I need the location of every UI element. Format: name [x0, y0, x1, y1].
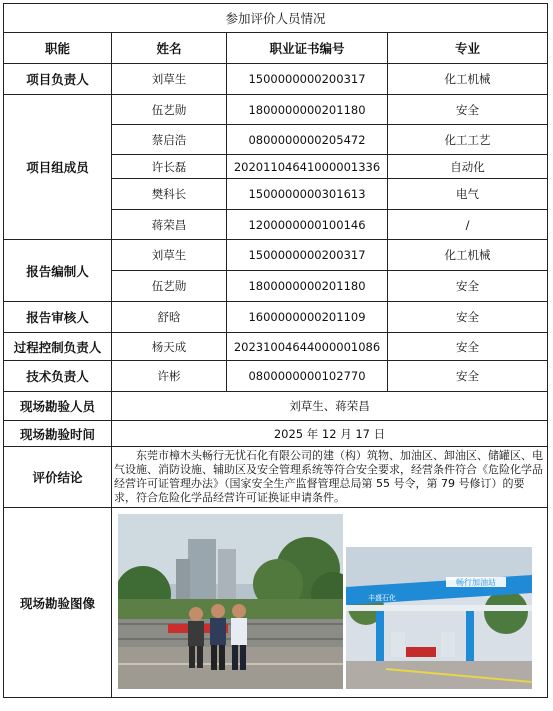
major-cell: 电气: [388, 179, 548, 210]
site-staff-value: 刘草生、蒋荣昌: [112, 392, 548, 421]
major-cell: 化工工艺: [388, 125, 548, 155]
site-time-label: 现场勘验时间: [4, 421, 112, 447]
role-cell: 项目负责人: [4, 64, 112, 95]
cert-cell: 1500000000200317: [227, 240, 388, 271]
major-cell: 安全: [388, 361, 548, 392]
table-row: [4, 240, 548, 271]
major-cell: 化工机械: [388, 64, 548, 95]
major-cell: 化工机械: [388, 240, 548, 271]
cert-cell: 20201104641000001336: [227, 155, 388, 179]
role-cell: 过程控制负责人: [4, 333, 112, 361]
table-row: [4, 333, 548, 361]
name-cell: 许长磊: [112, 155, 227, 179]
header-major: 专业: [388, 33, 548, 64]
table-title: 参加评价人员情况: [4, 4, 548, 33]
header-name: 姓名: [112, 33, 227, 64]
site-photos-label: 现场勘验图像: [4, 508, 112, 698]
site-staff-row: [4, 392, 548, 421]
table-row: [4, 64, 548, 95]
table-row: [4, 302, 548, 333]
name-cell: 伍艺勋: [112, 95, 227, 125]
name-cell: 樊科长: [112, 179, 227, 210]
name-cell: 舒晗: [112, 302, 227, 333]
site-time-value: 2025 年 12 月 17 日: [112, 421, 548, 447]
header-cert: 职业证书编号: [227, 33, 388, 64]
cert-cell: 1800000000201180: [227, 271, 388, 302]
cert-cell: 1200000000100146: [227, 210, 388, 240]
canopy-brand-text: 丰盛石化: [368, 593, 396, 602]
name-cell: 刘草生: [112, 240, 227, 271]
cert-cell: 1500000000301613: [227, 179, 388, 210]
cert-cell: 1500000000200317: [227, 64, 388, 95]
station-sign-text: 畅行加油站: [456, 577, 496, 587]
gas-station-photo: [346, 547, 532, 689]
table-row: [4, 361, 548, 392]
conclusion-row: [4, 447, 548, 508]
site-time-row: [4, 421, 548, 447]
major-cell: 安全: [388, 271, 548, 302]
conclusion-text: 东莞市樟木头畅行无忧石化有限公司的建（构）筑物、加油区、卸油区、储罐区、电气设施、消防设施、辅助区及安全管理系统等符合安全要求，经营条件符合《危险化学品经营许可证管理办法》（国家安全生产监督管理总局第 55 号令，第 79 号修订）的要求，符合危险化学品经营许可证换证申请条件。: [112, 447, 548, 508]
cert-cell: 20231004644000001086: [227, 333, 388, 361]
site-staff-label: 现场勘验人员: [4, 392, 112, 421]
cert-cell: 1600000000201109: [227, 302, 388, 333]
major-cell: /: [388, 210, 548, 240]
site-team-photo: [118, 514, 343, 689]
site-photos-cell: [112, 508, 548, 698]
major-cell: 自动化: [388, 155, 548, 179]
cert-cell: 0800000000205472: [227, 125, 388, 155]
cert-cell: 0800000000102770: [227, 361, 388, 392]
conclusion-label: 评价结论: [4, 447, 112, 508]
role-cell: 技术负责人: [4, 361, 112, 392]
name-cell: 刘草生: [112, 64, 227, 95]
major-cell: 安全: [388, 95, 548, 125]
personnel-table: [3, 3, 548, 698]
header-role: 职能: [4, 33, 112, 64]
major-cell: 安全: [388, 333, 548, 361]
name-cell: 伍艺勋: [112, 271, 227, 302]
major-cell: 安全: [388, 302, 548, 333]
role-cell: 项目组成员: [4, 95, 112, 240]
name-cell: 许彬: [112, 361, 227, 392]
name-cell: 蒋荣昌: [112, 210, 227, 240]
header-row: [4, 33, 548, 64]
name-cell: 蔡启浩: [112, 125, 227, 155]
role-cell: 报告审核人: [4, 302, 112, 333]
site-photos-row: [4, 508, 548, 698]
name-cell: 杨天成: [112, 333, 227, 361]
cert-cell: 1800000000201180: [227, 95, 388, 125]
table-row: [4, 95, 548, 125]
role-cell: 报告编制人: [4, 240, 112, 302]
